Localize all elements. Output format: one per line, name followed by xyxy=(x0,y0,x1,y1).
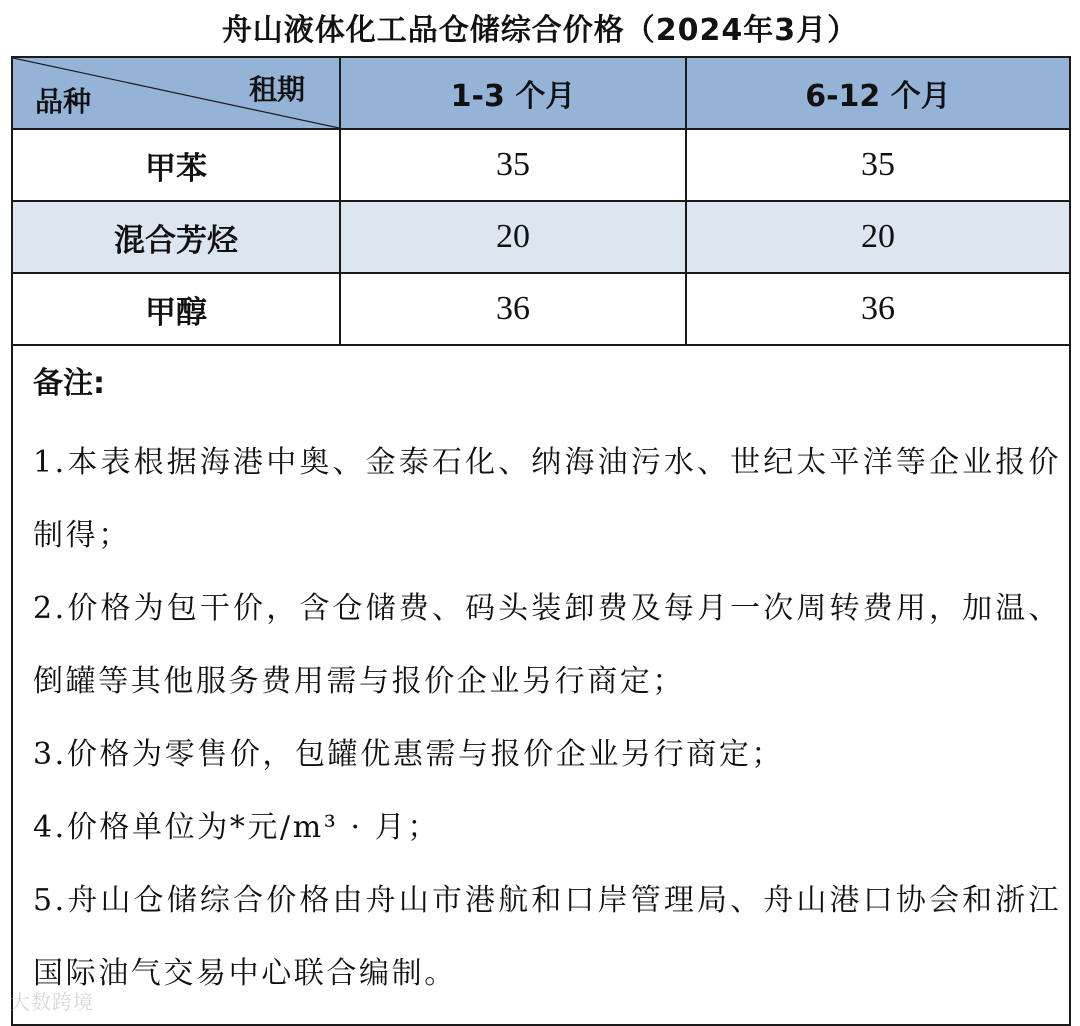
lease-term-label: 租期 xyxy=(248,73,305,106)
note-item: 1.本表根据海港中奥、金泰石化、纳海油污水、世纪太平洋等企业报价制得； xyxy=(33,445,1061,553)
price-1-3-months: 36 xyxy=(340,273,686,345)
watermark: 大数跨境 xyxy=(10,990,94,1014)
price-6-12-months: 20 xyxy=(686,201,1070,273)
product-label: 品种 xyxy=(35,85,92,118)
price-1-3-months: 35 xyxy=(340,129,686,201)
price-table xyxy=(11,56,1071,1026)
table-header-row xyxy=(12,57,1070,129)
table-row xyxy=(12,273,1070,345)
product-name: 混合芳烃 xyxy=(12,201,340,273)
diagonal-header-cell xyxy=(12,57,340,129)
page-title: 舟山液体化工品仓储综合价格（2024年3月） xyxy=(221,13,859,48)
notes-row xyxy=(12,345,1070,1025)
product-name: 甲醇 xyxy=(12,273,340,345)
column-header-1-3-months: 1-3 个月 xyxy=(340,57,686,129)
column-header-6-12-months: 6-12 个月 xyxy=(686,57,1070,129)
product-name: 甲苯 xyxy=(12,129,340,201)
notes-cell xyxy=(12,345,1070,1025)
price-6-12-months: 36 xyxy=(686,273,1070,345)
notes-title: 备注: xyxy=(33,366,105,401)
note-item: 2.价格为包干价，含仓储费、码头装卸费及每月一次周转费用，加温、倒罐等其他服务费用需与报价企业另行商定； xyxy=(33,591,1061,699)
note-item: 3.价格为零售价，包罐优惠需与报价企业另行商定； xyxy=(33,737,785,772)
table-row xyxy=(12,129,1070,201)
price-6-12-months: 35 xyxy=(686,129,1070,201)
price-1-3-months: 20 xyxy=(340,201,686,273)
table-row xyxy=(12,201,1070,273)
note-item: 4.价格单位为*元/m³ · 月； xyxy=(33,810,441,845)
note-item: 5.舟山仓储综合价格由舟山市港航和口岸管理局、舟山港口协会和浙江国际油气交易中心联合编制。 xyxy=(33,883,1061,991)
